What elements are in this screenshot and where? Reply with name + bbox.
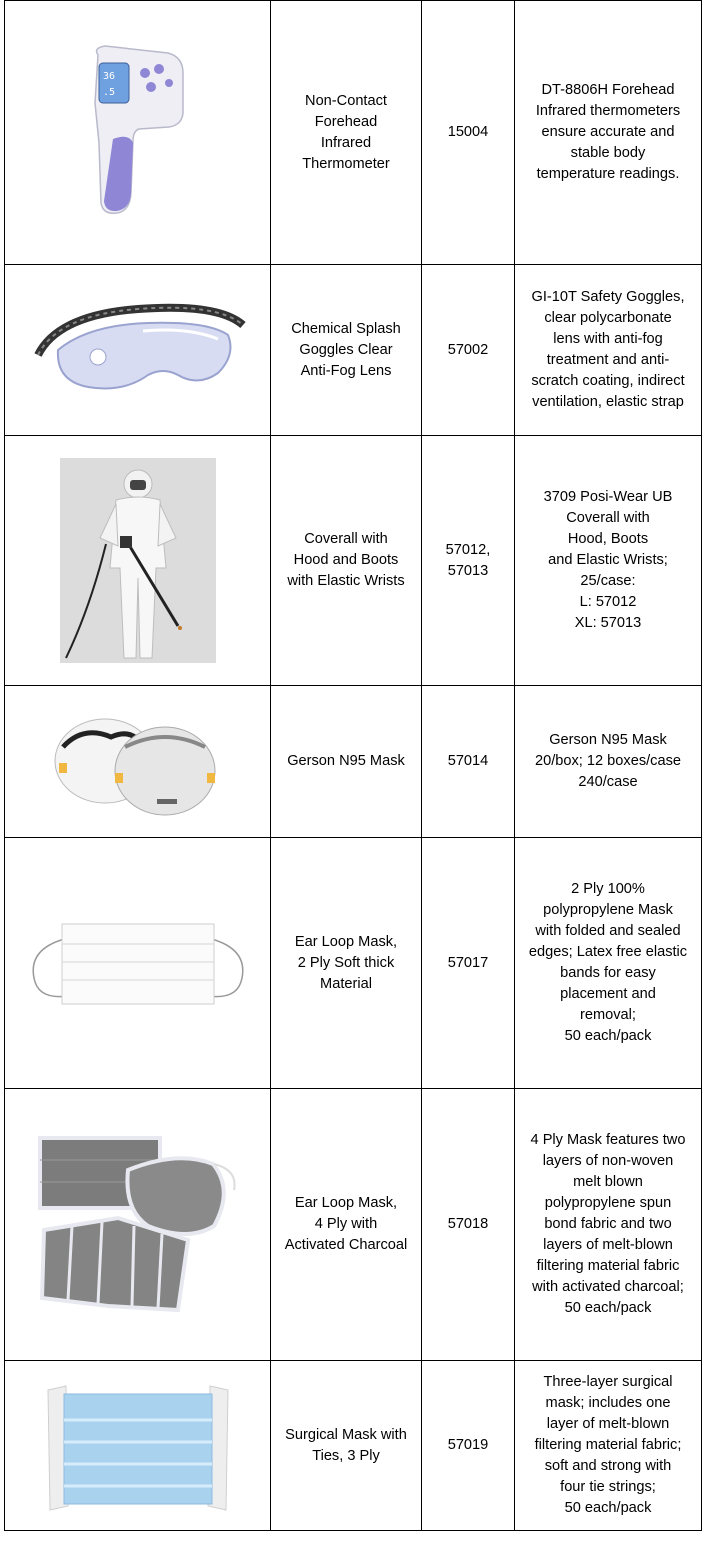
table-row bbox=[5, 436, 702, 686]
product-name: Non-Contact Forehead Infrared Thermometer bbox=[271, 1, 422, 265]
product-name: Surgical Mask with Ties, 3 Ply bbox=[271, 1361, 422, 1531]
product-description: Three-layer surgical mask; includes one layer of melt-blown filtering material fabric; soft and strong with four tie strings; 50 each/pack bbox=[515, 1361, 702, 1531]
product-description: 4 Ply Mask features two layers of non-woven melt blown polypropylene spun bond fabric and two layers of melt-blown filtering material fabric with activated charcoal; 50 each/pack bbox=[515, 1089, 702, 1361]
thermometer-image bbox=[83, 43, 193, 223]
svg-text:.5: .5 bbox=[102, 86, 115, 98]
product-name: Chemical Splash Goggles Clear Anti-Fog Lens bbox=[271, 265, 422, 436]
table-row bbox=[5, 838, 702, 1089]
coverall-image bbox=[60, 458, 216, 663]
ear-loop-mask-image bbox=[28, 908, 248, 1018]
product-description: Gerson N95 Mask 20/box; 12 boxes/case 240/case bbox=[515, 686, 702, 838]
product-image-cell bbox=[5, 1089, 271, 1361]
product-code: 57012, 57013 bbox=[422, 436, 515, 686]
product-name: Gerson N95 Mask bbox=[271, 686, 422, 838]
product-image-cell bbox=[5, 686, 271, 838]
product-code: 57019 bbox=[422, 1361, 515, 1531]
product-description: 3709 Posi-Wear UB Coverall with Hood, Boots and Elastic Wrists; 25/case: L: 57012 XL: 57013 bbox=[515, 436, 702, 686]
product-name: Ear Loop Mask, 4 Ply with Activated Charcoal bbox=[271, 1089, 422, 1361]
svg-text:36: 36 bbox=[102, 70, 115, 82]
table-row bbox=[5, 1361, 702, 1531]
product-description: GI-10T Safety Goggles, clear polycarbonate lens with anti-fog treatment and anti- scratch coating, indirect ventilation, elastic strap bbox=[515, 265, 702, 436]
surgical-mask-image bbox=[38, 1376, 238, 1516]
n95-mask-image bbox=[53, 707, 223, 817]
table-row bbox=[5, 686, 702, 838]
product-image-cell bbox=[5, 1, 271, 265]
table-row bbox=[5, 1, 702, 265]
product-image-cell bbox=[5, 1361, 271, 1531]
product-description: DT-8806H Forehead Infrared thermometers ensure accurate and stable body temperature readings. bbox=[515, 1, 702, 265]
product-code: 57014 bbox=[422, 686, 515, 838]
table-row bbox=[5, 265, 702, 436]
product-name: Ear Loop Mask, 2 Ply Soft thick Material bbox=[271, 838, 422, 1089]
product-code: 15004 bbox=[422, 1, 515, 265]
product-name: Coverall with Hood and Boots with Elastic Wrists bbox=[271, 436, 422, 686]
table-row bbox=[5, 1089, 702, 1361]
product-description: 2 Ply 100% polypropylene Mask with folded and sealed edges; Latex free elastic bands for easy placement and removal; 50 each/pack bbox=[515, 838, 702, 1089]
product-image-cell bbox=[5, 436, 271, 686]
product-image-cell bbox=[5, 265, 271, 436]
product-image-cell bbox=[5, 838, 271, 1089]
product-code: 57017 bbox=[422, 838, 515, 1089]
product-code: 57002 bbox=[422, 265, 515, 436]
product-code: 57018 bbox=[422, 1089, 515, 1361]
charcoal-mask-image bbox=[38, 1130, 238, 1320]
product-table bbox=[4, 0, 702, 1531]
goggles-image bbox=[28, 295, 248, 405]
